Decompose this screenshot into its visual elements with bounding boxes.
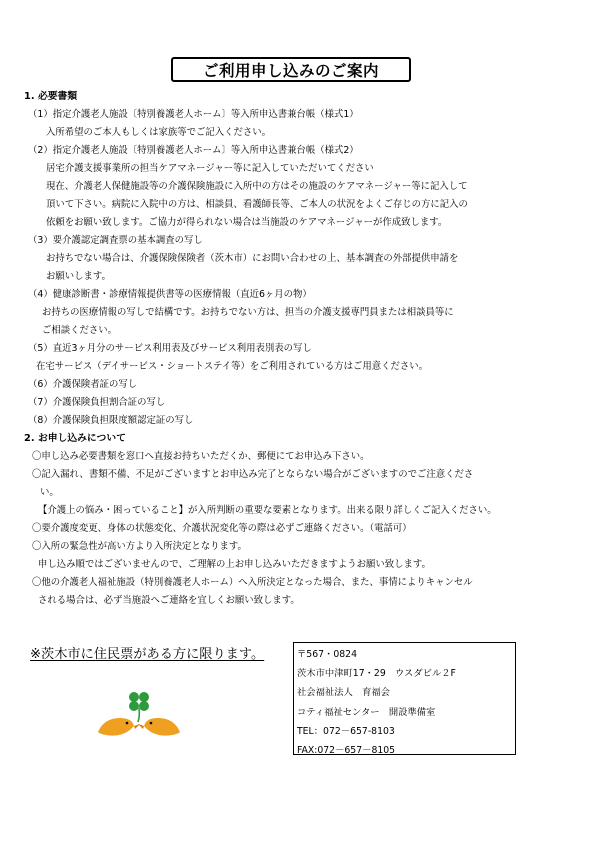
body-text-line: ご相談ください。	[42, 325, 118, 336]
body-text-line: （7）介護保険負担割合証の写し	[28, 397, 166, 408]
address-box	[293, 642, 516, 755]
address-tel: TEL：072－657-8103	[297, 725, 395, 737]
body-text-line: お持ちでない場合は、介護保険保険者（茨木市）にお問い合わせの上、基本調査の外部提供申請を	[46, 253, 459, 264]
body-text-line: （5）直近3ヶ月分のサービス利用表及びサービス利用表別表の写し	[28, 343, 312, 354]
address-street: 茨木市中津町17・29 ウスダビル２F	[297, 668, 456, 680]
body-text-line: 頂いて下さい。病院に入院中の方は、相談員、看護師長等、ご本人の状況をよくご存じの方に記入の	[46, 199, 468, 210]
body-text-line: 在宅サービス（デイサービス・ショートステイ等）をご利用されている方はご用意ください。	[36, 361, 428, 372]
clover-icon	[129, 692, 149, 722]
body-text-line: （6）介護保険者証の写し	[28, 379, 138, 390]
clover-birds-logo	[94, 688, 184, 740]
body-text-line: （2）指定介護老人施設〔特別養護老人ホーム〕等入所申込書兼台帳（様式2）	[28, 145, 359, 156]
body-text-line: 入所希望のご本人もしくは家族等でご記入ください。	[46, 127, 272, 138]
section-heading: 1. 必要書類	[24, 91, 78, 102]
body-text-line: 居宅介護支援事業所の担当ケアマネージャー等に記入していただいてください	[46, 163, 374, 174]
left-bird-icon	[98, 718, 140, 736]
body-text-line: 現在、介護老人保健施設等の介護保険施設に入所中の方はその施設のケアマネージャー等に記入して	[46, 181, 468, 192]
body-text-line: お持ちの医療情報の写しで結構です。お持ちでない方は、担当の介護支援専門員または相談員等に	[42, 307, 454, 318]
body-text-line: 〇要介護度変更、身体の状態変化、介護状況変化等の際は必ずご連絡ください。（電話可）	[32, 523, 412, 534]
body-text-line: 申し込み順ではございませんので、ご理解の上お申し込みいただきますようお願い致します。	[38, 559, 431, 570]
address-fax: FAX:072－657－8105	[297, 745, 396, 757]
section-heading: 2. お申し込みについて	[24, 433, 126, 444]
body-text-line: お願いします。	[46, 271, 111, 282]
body-text-line: 依頼をお願い致します。ご協力が得られない場合は当施設のケアマネージャーが作成致します。	[46, 217, 448, 228]
address-postal: 〒567・0824	[297, 649, 357, 660]
body-text-line: 〇記入漏れ、書類不備、不足がございますとお申込み完了とならない場合がございますのでご注意くださ	[32, 469, 474, 480]
right-bird-icon	[138, 718, 180, 736]
residency-notice: ※茨木市に住民票がある方に限ります。	[30, 647, 265, 662]
address-organization: 社会福祉法人 育福会	[297, 687, 390, 699]
body-text-line: （8）介護保険負担限度額認定証の写し	[28, 415, 194, 426]
body-text-line: 【介護上の悩み・困っていること】が入所判断の重要な要素となります。出来る限り詳しくご記入ください。	[38, 505, 497, 516]
page-title: ご利用申し込みのご案内	[171, 57, 411, 82]
body-text-line: （1）指定介護老人施設〔特別養護老人ホーム〕等入所申込書兼台帳（様式1）	[28, 109, 359, 120]
body-text-line: される場合は、必ず当施設へご連絡を宜しくお願い致します。	[38, 595, 300, 606]
body-text-line: 〇他の介護老人福祉施設（特別養護老人ホーム）へ入所決定となった場合、また、事情によりキャンセル	[32, 577, 473, 588]
body-text-line: 〇申し込み必要書類を窓口へ直接お持ちいただくか、郵便にてお申込み下さい。	[32, 451, 370, 462]
body-text-line: 〇入所の緊急性が高い方より入所決定となります。	[32, 541, 247, 552]
address-office: コティ福祉センター 開設準備室	[297, 706, 436, 718]
body-text-line: （3）要介護認定調査票の基本調査の写し	[28, 235, 203, 246]
body-text-line: い。	[40, 487, 59, 498]
body-text-line: （4）健康診断書・診療情報提供書等の医療情報（直近6ヶ月の物）	[28, 289, 312, 300]
